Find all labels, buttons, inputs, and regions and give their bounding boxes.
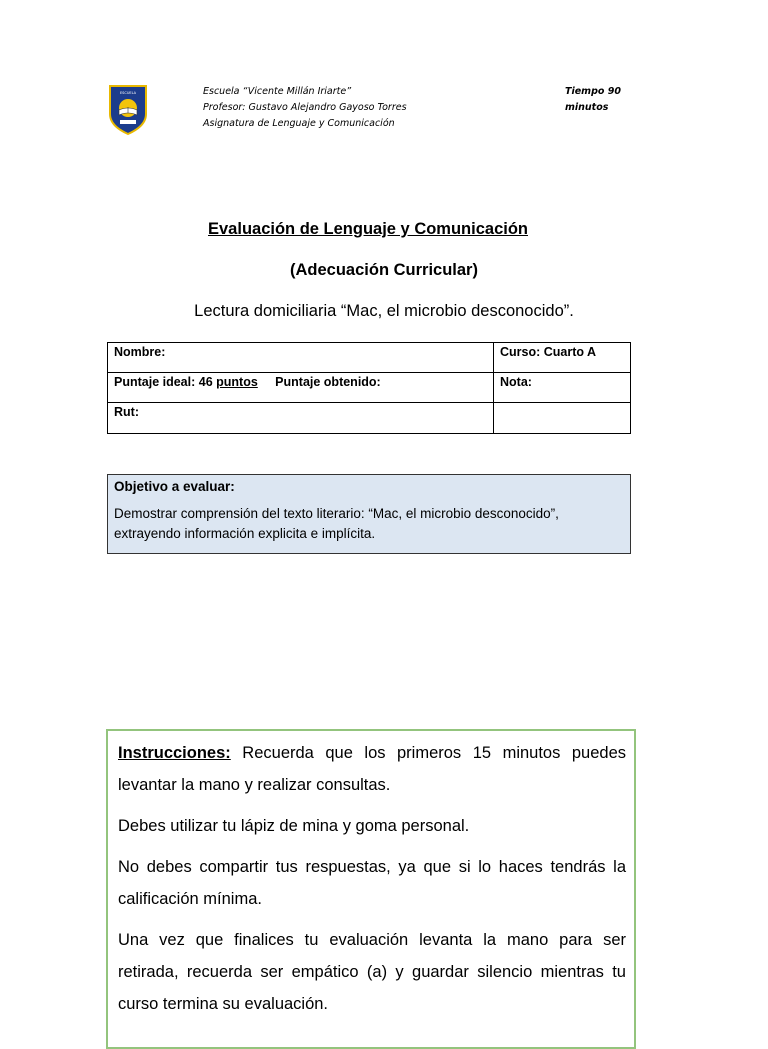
- time-line-2: minutos: [565, 102, 609, 113]
- objective-text: Demostrar comprensión del texto literario: “Mac, el microbio desconocido”, extrayendo información explicita e implícita.: [114, 506, 559, 541]
- course-cell: [494, 343, 631, 373]
- student-info-table: [107, 342, 631, 434]
- objective-box: [107, 474, 631, 554]
- time-line-1: Tiempo 90: [565, 86, 621, 97]
- document-title: Evaluación de Lenguaje y Comunicación: [208, 220, 528, 238]
- svg-text:ESCUELA: ESCUELA: [119, 91, 137, 95]
- teacher-name: Profesor: Gustavo Alejandro Gayoso Torres: [203, 102, 407, 113]
- grade-label: Nota:: [500, 375, 532, 389]
- instructions-paragraph-4: Una vez que finalices tu evaluación levanta la mano para ser retirada, recuerda ser empático (a) y guardar silencio mientras tu curso termina su evaluación.: [118, 931, 626, 1013]
- name-label: Nombre:: [114, 345, 166, 359]
- time-info: [565, 84, 621, 116]
- score-cell[interactable]: [108, 373, 494, 403]
- school-name: Escuela “Vicente Millán Iriarte”: [203, 86, 352, 97]
- instructions-paragraph-2: Debes utilizar tu lápiz de mina y goma personal.: [118, 817, 470, 835]
- instructions-text-1: Recuerda que los primeros 15 minutos puedes levantar la mano y realizar consultas.: [118, 744, 626, 794]
- instructions-box: [106, 729, 636, 1049]
- instructions-label: Instrucciones:: [118, 744, 231, 762]
- instructions-paragraph-1: [118, 737, 626, 801]
- rut-cell[interactable]: [108, 403, 494, 434]
- school-crest-logo: [108, 84, 148, 136]
- objective-title: Objetivo a evaluar:: [114, 479, 235, 494]
- reading-title: Lectura domiciliaria “Mac, el microbio desconocido”.: [194, 302, 574, 320]
- empty-cell: [494, 403, 631, 434]
- rut-label: Rut:: [114, 405, 139, 419]
- document-subtitle: (Adecuación Curricular): [290, 261, 478, 279]
- obtained-score-label: Puntaje obtenido:: [275, 375, 381, 389]
- subject-name: Asignatura de Lenguaje y Comunicación: [203, 118, 395, 129]
- grade-cell[interactable]: [494, 373, 631, 403]
- name-cell[interactable]: [108, 343, 494, 373]
- instructions-paragraph-3: No debes compartir tus respuestas, ya que si lo haces tendrás la calificación mínima.: [118, 858, 626, 908]
- ideal-score-points: puntos: [216, 375, 258, 389]
- school-info: [203, 84, 407, 132]
- course-label: Curso: Cuarto A: [500, 345, 597, 359]
- ideal-score-label: Puntaje ideal: 46: [114, 375, 217, 389]
